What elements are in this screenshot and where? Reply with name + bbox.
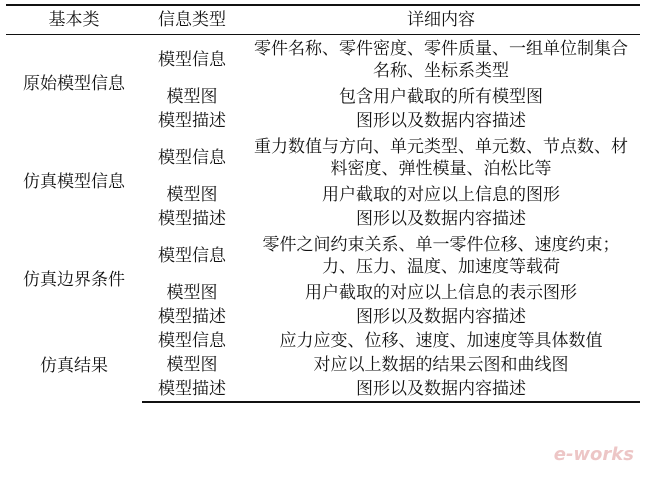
type-cell: 模型描述	[142, 377, 242, 402]
type-cell: 模型描述	[158, 111, 226, 131]
detail-cell: 对应以上数据的结果云图和曲线图	[313, 355, 569, 375]
info-table	[6, 4, 640, 403]
type-cell: 模型图	[166, 355, 218, 375]
category-cell: 仿真结果	[40, 355, 108, 376]
type-cell: 模型信息	[158, 246, 226, 266]
header-detail: 详细内容	[242, 5, 640, 35]
type-cell: 模型信息	[158, 148, 226, 168]
header-row	[6, 5, 640, 35]
detail-cell: 零件之间约束关系、单一零件位移、速度约束；力、压力、温度、加速度等载荷	[262, 235, 620, 277]
type-cell: 模型信息	[158, 50, 226, 70]
type-cell: 模型图	[166, 185, 218, 205]
detail-cell: 用户截取的对应以上信息的表示图形	[305, 283, 577, 303]
detail-cell: 图形以及数据内容描述	[356, 307, 526, 327]
detail-cell: 重力数值与方向、单元类型、单元数、节点数、材料密度、弹性模量、泊松比等	[254, 137, 628, 179]
detail-cell: 图形以及数据内容描述	[356, 111, 526, 131]
category-cell: 原始模型信息	[23, 74, 125, 94]
category-cell: 仿真边界条件	[23, 270, 125, 290]
type-cell: 模型描述	[158, 307, 226, 327]
type-cell: 模型图	[166, 87, 218, 107]
detail-cell: 图形以及数据内容描述	[356, 209, 526, 229]
detail-cell: 包含用户截取的所有模型图	[339, 87, 543, 107]
detail-cell: 用户截取的对应以上信息的图形	[322, 185, 560, 205]
type-cell: 模型图	[166, 283, 218, 303]
type-cell: 模型信息	[158, 331, 226, 351]
detail-cell: 图形以及数据内容描述	[242, 377, 640, 402]
table-row	[6, 329, 640, 353]
header-info-type: 信息类型	[142, 5, 242, 35]
type-cell: 模型描述	[158, 209, 226, 229]
table-row	[6, 133, 640, 183]
table-row	[6, 35, 640, 86]
detail-cell: 零件名称、零件密度、零件质量、一组单位制集合名称、坐标系类型	[254, 39, 628, 81]
category-cell: 仿真模型信息	[23, 172, 125, 192]
watermark-text: e-works	[553, 444, 634, 465]
table-row	[6, 231, 640, 281]
header-basic-class: 基本类	[6, 5, 142, 35]
watermark-logo	[524, 444, 634, 474]
detail-cell: 应力应变、位移、速度、加速度等具体数值	[279, 331, 603, 351]
